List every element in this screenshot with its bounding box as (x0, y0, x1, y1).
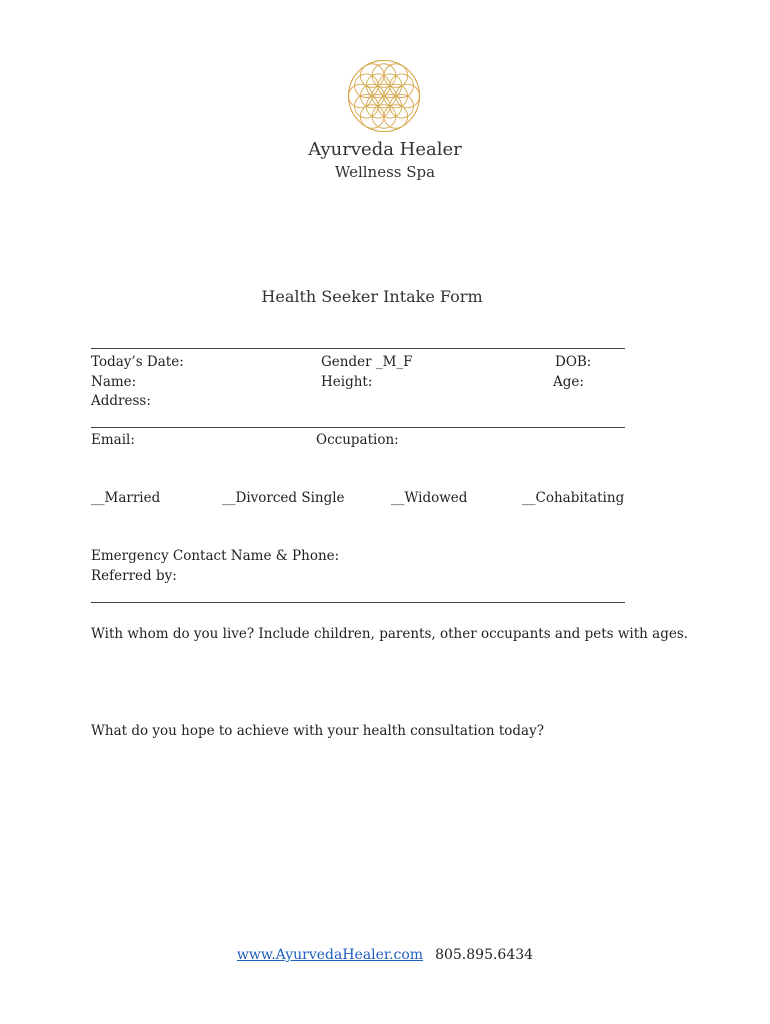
email-label: Email: (91, 432, 135, 448)
referred-by-label: Referred by: (91, 568, 177, 584)
emergency-contact-label: Emergency Contact Name & Phone: (91, 548, 340, 564)
phone-number: 805.895.6434 (435, 947, 534, 963)
height-label: Height: (321, 374, 373, 390)
brand-name: Ayurveda Healer (308, 139, 462, 160)
question-household: With whom do you live? Include children, parents, other occupants and pets with ages. (91, 626, 689, 642)
form-title: Health Seeker Intake Form (261, 287, 483, 306)
question-goals: What do you hope to achieve with your health consultation today? (91, 723, 544, 739)
footer (0, 947, 770, 963)
marital-married-option: __Married (91, 490, 161, 506)
brand-subtitle: Wellness Spa (334, 163, 436, 181)
divider-line (91, 427, 625, 428)
marital-widowed-option: __Widowed (391, 490, 468, 506)
marital-divorced-single-option: __Divorced Single (222, 490, 345, 506)
dob-label: DOB: (555, 354, 592, 370)
gender-label: Gender _M_F (321, 354, 413, 370)
name-label: Name: (91, 374, 137, 390)
flower-of-life-logo-icon (347, 59, 421, 133)
website-link[interactable]: www.AyurvedaHealer.com (236, 947, 424, 963)
occupation-label: Occupation: (316, 432, 399, 448)
divider-line (91, 348, 625, 349)
todays-date-label: Today’s Date: (91, 354, 184, 370)
address-label: Address: (91, 393, 151, 409)
age-label: Age: (553, 374, 584, 390)
divider-line (91, 602, 625, 603)
marital-cohabitating-option: __Cohabitating (522, 490, 625, 506)
